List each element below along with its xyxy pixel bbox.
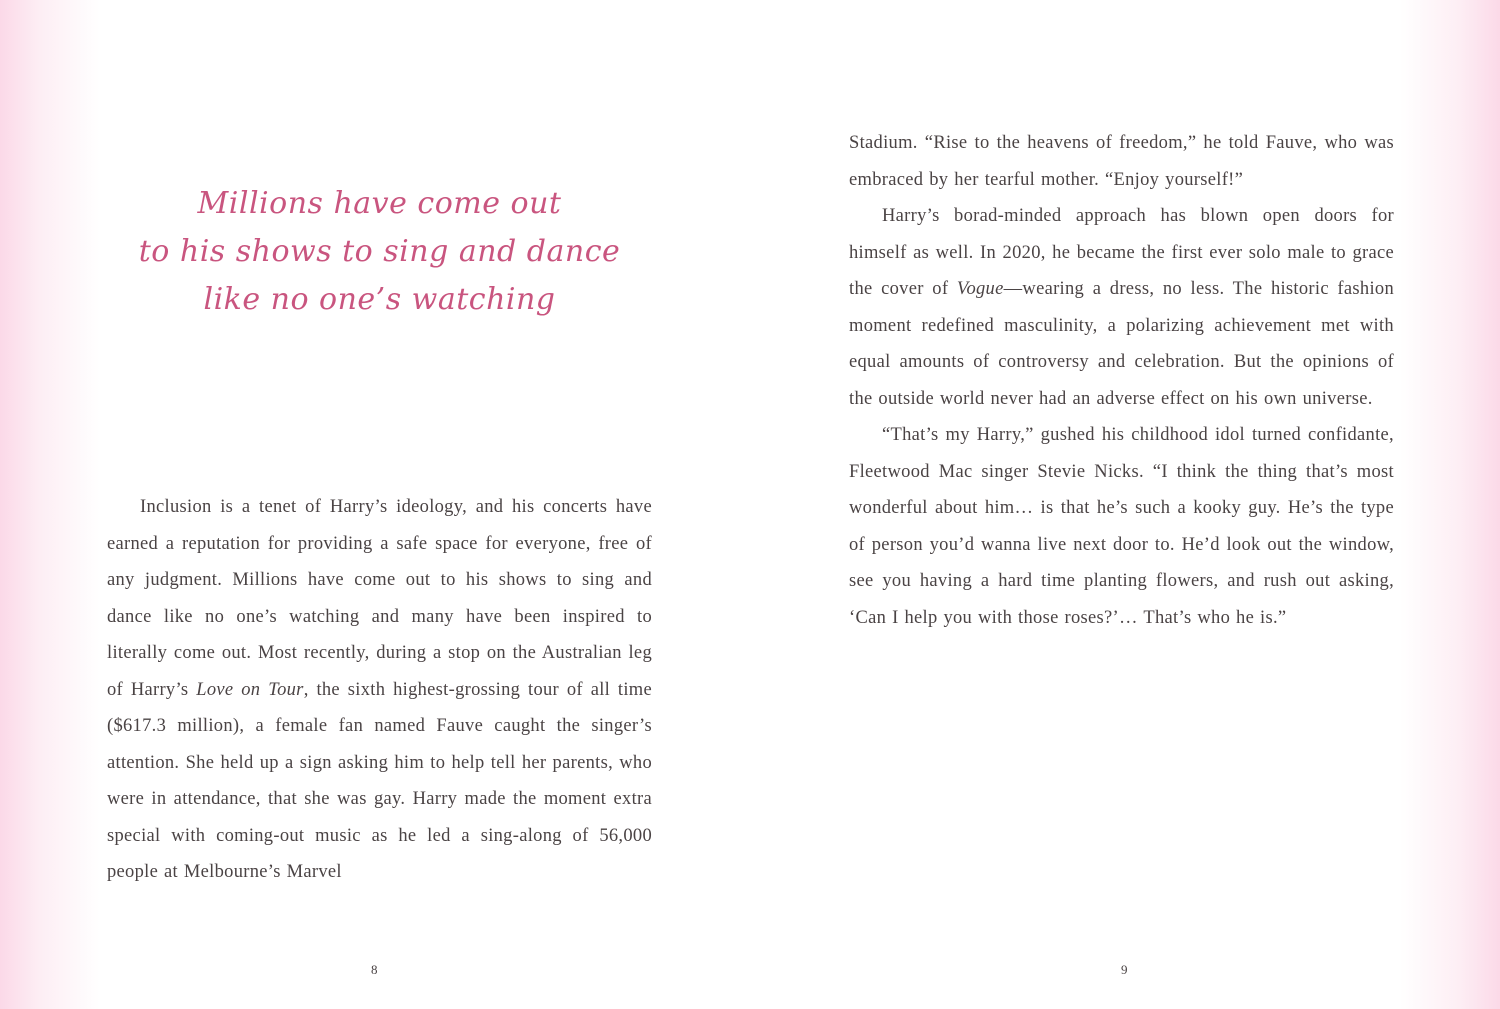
paragraph-vogue-part-1: Harry’s borad-minded approach has blown open doors for himself as well. In 2020, he became the first ever solo male to grace the cover of (849, 206, 1394, 299)
paragraph-vogue (849, 198, 1394, 417)
left-body-text (107, 489, 652, 891)
paragraph-vogue-part-2: —wearing a dress, no less. The historic fashion moment redefined masculinity, a polarizing achievement met with equal amounts of controversy and celebration. But the opinions of the outside world never had an adverse effect on his own universe. (849, 279, 1394, 409)
paragraph-inclusion-part-1: Inclusion is a tenet of Harry’s ideology, and his concerts have earned a reputation for providing a safe space for everyone, free of any judgment. Millions have come out to his shows to sing and dance like no one’s watching and many have been inspired to literally come out. Most recently, during a stop on the Australian leg of Harry’s (107, 497, 652, 700)
pull-quote (107, 180, 652, 324)
pull-quote-line-3: like no one’s watching (203, 282, 556, 317)
tour-title: Love on Tour (196, 679, 304, 700)
right-body-text (849, 125, 1394, 636)
paragraph-stadium: Stadium. “Rise to the heavens of freedom,” he told Fauve, who was embraced by her tearful mother. “Enjoy yourself!” (849, 133, 1394, 190)
right-page (750, 0, 1500, 1009)
paragraph-inclusion-part-2: , the sixth highest-grossing tour of all time ($617.3 million), a female fan named Fauve caught the singer’s attention. She held up a sign asking him to help tell her parents, who were in attendance, that she was gay. Harry made the moment extra special with coming-out music as he led a sing-along of 56,000 people at Melbourne’s Marvel (107, 679, 652, 882)
pull-quote-line-1: Millions have come out (197, 186, 562, 221)
pull-quote-line-2: to his shows to sing and dance (138, 234, 621, 269)
paragraph-stevie-nicks: “That’s my Harry,” gushed his childhood idol turned confidante, Fleetwood Mac singer Stevie Nicks. “I think the thing that’s most wonderful about him… is that he’s such a kooky guy. He’s the type of person you’d wanna live next door to. He’d look out the window, see you having a hard time planting flowers, and rush out asking, ‘Can I help you with those roses?’… That’s who he is.” (849, 425, 1394, 628)
vogue-title: Vogue (956, 279, 1004, 299)
page-number-right: 9 (1121, 962, 1128, 977)
paragraph-inclusion (107, 489, 652, 891)
page-number-left: 8 (371, 962, 378, 977)
